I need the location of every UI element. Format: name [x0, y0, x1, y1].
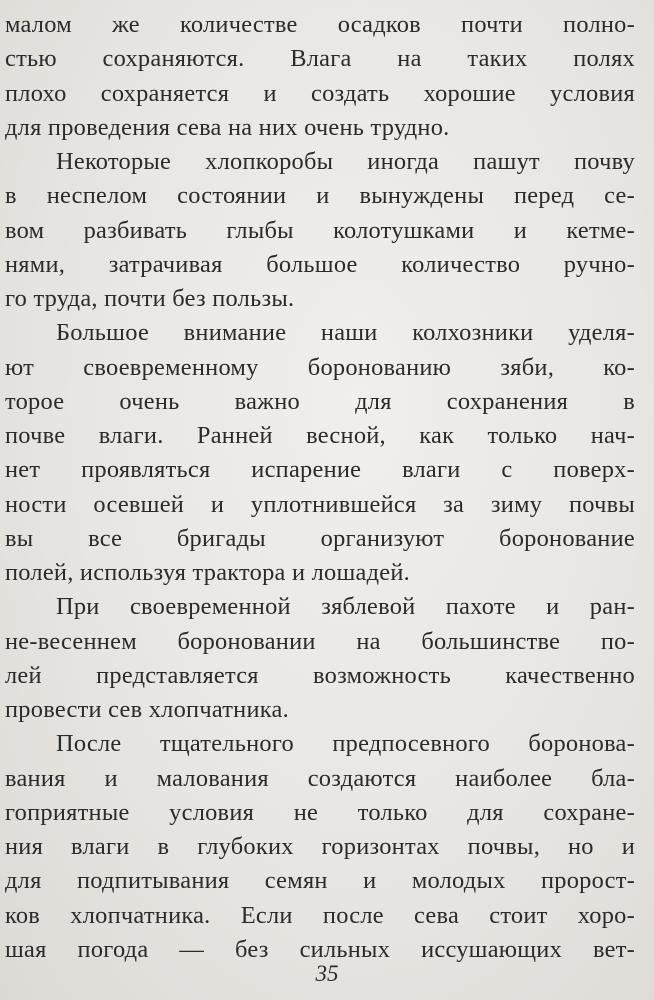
paragraph — [5, 727, 635, 967]
text-line: провести сев хлопчатника. — [5, 696, 289, 723]
paragraph — [5, 8, 635, 145]
text-line: ности осевшей и уплотнившейся за зиму почвы — [5, 490, 635, 518]
text-line: При своевременной зяблевой пахоте и ран- — [56, 593, 635, 621]
paragraph — [5, 316, 635, 590]
text-line: гоприятные условия не только для сохране- — [5, 798, 635, 826]
text-line: для проведения сева на них очень трудно. — [5, 113, 450, 141]
text-line: стью сохраняются. Влага на таких полях — [5, 45, 635, 73]
text-line: вания и малования создаются наиболее бла- — [5, 764, 635, 792]
text-line: лей представляется возможность качественно — [5, 661, 635, 689]
body-text — [5, 8, 635, 967]
text-line: го труда, почти без пользы. — [5, 285, 295, 312]
text-line: Некоторые хлопкоробы иногда пашут почву — [56, 148, 635, 175]
text-line: для подпитывания семян и молодых пророст- — [5, 867, 635, 895]
text-line: ния влаги в глубоких горизонтах почвы, но и — [5, 833, 635, 860]
page-number: 35 — [315, 961, 339, 986]
text-line: торое очень важно для сохранения в — [5, 387, 635, 415]
text-line: ков хлопчатника. Если после сева стоит хоро- — [5, 901, 635, 929]
text-line: плохо сохраняется и создать хорошие условия — [5, 79, 635, 107]
text-line: почве влаги. Ранней весной, как только нач- — [5, 422, 635, 449]
text-line: нями, затрачивая большое количество ручно- — [5, 250, 635, 278]
text-line: нет проявляться испарение влаги с поверх- — [5, 456, 635, 484]
text-line: После тщательного предпосевного боронова- — [56, 730, 635, 758]
text-line: шая погода — без сильных иссушающих вет- — [5, 935, 635, 963]
text-line: в неспелом состоянии и вынуждены перед се- — [5, 182, 635, 210]
text-line: вы все бригады организуют боронование — [5, 524, 635, 552]
paragraph — [5, 145, 635, 316]
text-line: Большое внимание наши колхозники уделя- — [56, 319, 635, 347]
text-line: ют своевременному боронованию зяби, ко- — [5, 353, 635, 381]
paragraph — [5, 590, 635, 727]
text-line: малом же количестве осадков почти полно- — [5, 11, 635, 38]
text-line: полей, используя трактора и лошадей. — [5, 559, 410, 586]
text-line: не-весеннем бороновании на большинстве по- — [5, 627, 635, 655]
text-line: вом разбивать глыбы колотушками и кетме- — [5, 216, 635, 244]
